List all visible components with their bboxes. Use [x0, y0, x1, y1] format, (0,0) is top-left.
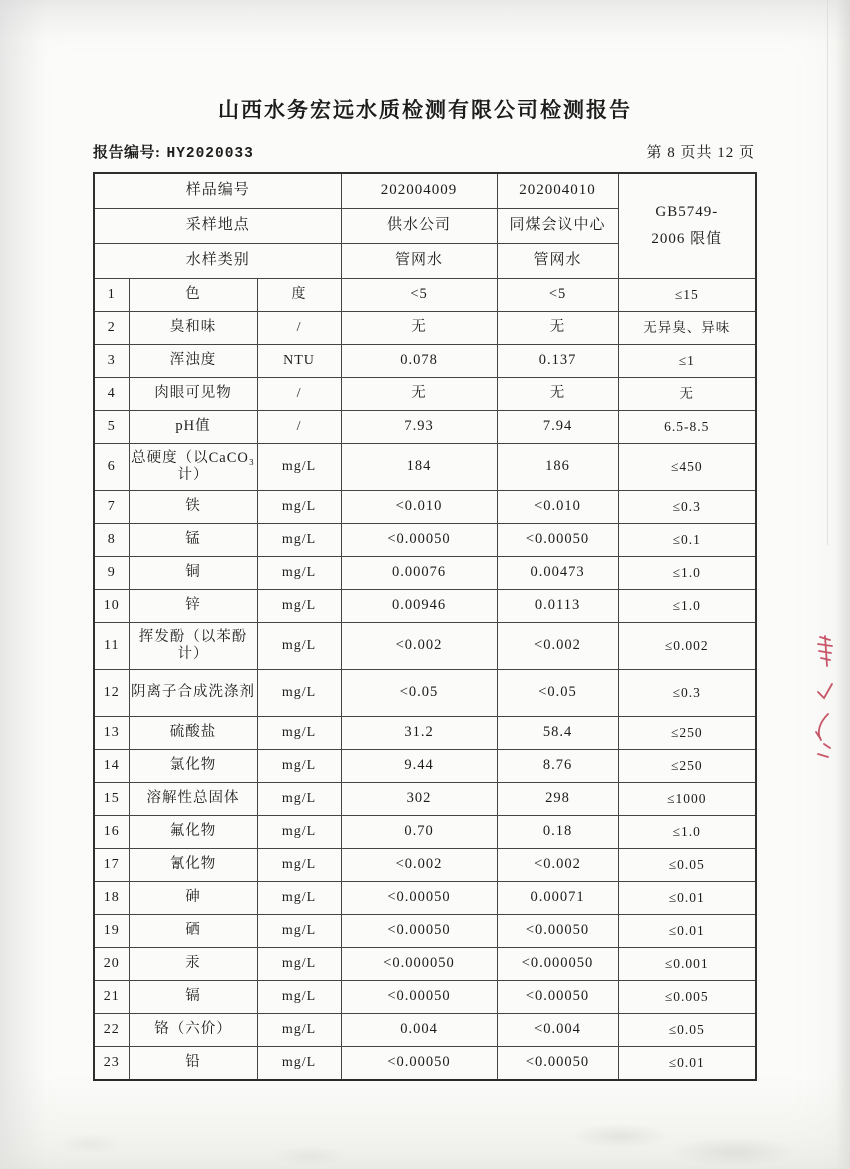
table-row	[94, 882, 756, 915]
sample2-value: <0.002	[497, 849, 618, 882]
scan-top-edge	[0, 0, 850, 42]
parameter-unit: mg/L	[257, 444, 341, 491]
table-row	[94, 312, 756, 345]
table-row	[94, 915, 756, 948]
page-fold-line	[827, 0, 828, 545]
parameter-unit: mg/L	[257, 717, 341, 750]
row-index: 13	[94, 717, 129, 750]
table-row	[94, 623, 756, 670]
header-row-sample-no	[94, 173, 756, 209]
sample1-value: 无	[341, 312, 497, 345]
report-meta	[93, 141, 755, 162]
sample2-value: 8.76	[497, 750, 618, 783]
table-row	[94, 378, 756, 411]
limit-value: ≤1	[618, 345, 756, 378]
row-index: 12	[94, 670, 129, 717]
sample2-value: 298	[497, 783, 618, 816]
scan-right-edge	[836, 0, 850, 1169]
table-row	[94, 491, 756, 524]
parameter-name: 肉眼可见物	[129, 378, 257, 411]
row-index: 18	[94, 882, 129, 915]
sample1-value: 无	[341, 378, 497, 411]
parameter-unit: /	[257, 312, 341, 345]
parameter-name: 汞	[129, 948, 257, 981]
row-index: 1	[94, 279, 129, 312]
sample2-value: <0.00050	[497, 1047, 618, 1081]
sample1-value: <0.002	[341, 849, 497, 882]
row-index: 21	[94, 981, 129, 1014]
sample2-value: <0.00050	[497, 524, 618, 557]
row-index: 22	[94, 1014, 129, 1047]
limit-value: ≤15	[618, 279, 756, 312]
parameter-unit: 度	[257, 279, 341, 312]
water-type-label: 水样类别	[94, 244, 341, 279]
sample1-value: 184	[341, 444, 497, 491]
limit-value: 无异臭、异味	[618, 312, 756, 345]
parameter-unit: mg/L	[257, 816, 341, 849]
limit-value: ≤1.0	[618, 816, 756, 849]
sample1-value: <0.00050	[341, 1047, 497, 1081]
parameter-name: pH值	[129, 411, 257, 444]
sample1-value: 9.44	[341, 750, 497, 783]
report-number	[93, 141, 254, 162]
limit-value: ≤0.01	[618, 882, 756, 915]
parameter-name: 砷	[129, 882, 257, 915]
parameter-unit: mg/L	[257, 981, 341, 1014]
sample1-value: <0.010	[341, 491, 497, 524]
table-row	[94, 345, 756, 378]
location-label: 采样地点	[94, 209, 341, 244]
parameter-unit: /	[257, 378, 341, 411]
parameter-unit: mg/L	[257, 1047, 341, 1081]
sample1-value: 0.00076	[341, 557, 497, 590]
sample1-value: 0.078	[341, 345, 497, 378]
sample2-value: <0.00050	[497, 981, 618, 1014]
table-row	[94, 557, 756, 590]
parameter-name: 阴离子合成洗涤剂	[129, 670, 257, 717]
parameter-name: 铜	[129, 557, 257, 590]
row-index: 20	[94, 948, 129, 981]
red-seal-fragment-icon	[810, 632, 836, 764]
sample-no-label: 样品编号	[94, 173, 341, 209]
limit-value: ≤0.001	[618, 948, 756, 981]
limit-value: ≤0.002	[618, 623, 756, 670]
sample2-value: <0.002	[497, 623, 618, 670]
row-index: 4	[94, 378, 129, 411]
sample2-value: 0.00473	[497, 557, 618, 590]
sample2-value: 无	[497, 378, 618, 411]
row-index: 9	[94, 557, 129, 590]
table-row	[94, 444, 756, 491]
parameter-name: 铅	[129, 1047, 257, 1081]
parameter-unit: mg/L	[257, 948, 341, 981]
parameter-name: 铬（六价）	[129, 1014, 257, 1047]
sample2-value: 0.00071	[497, 882, 618, 915]
row-index: 7	[94, 491, 129, 524]
row-index: 3	[94, 345, 129, 378]
table-row	[94, 783, 756, 816]
sample1-value: <0.000050	[341, 948, 497, 981]
limit-value: ≤250	[618, 717, 756, 750]
table-row	[94, 717, 756, 750]
row-index: 2	[94, 312, 129, 345]
parameter-name: 锰	[129, 524, 257, 557]
report-number-value: HY2020033	[166, 146, 254, 162]
sample2-value: 186	[497, 444, 618, 491]
sample1-value: 0.70	[341, 816, 497, 849]
parameter-unit: /	[257, 411, 341, 444]
limit-value: ≤1.0	[618, 590, 756, 623]
parameter-unit: mg/L	[257, 670, 341, 717]
sample1-value: <0.00050	[341, 882, 497, 915]
table-row	[94, 981, 756, 1014]
limit-value: ≤1.0	[618, 557, 756, 590]
sample2-value: <0.05	[497, 670, 618, 717]
parameter-unit: mg/L	[257, 1014, 341, 1047]
sample2-value: <5	[497, 279, 618, 312]
sample2-value: 58.4	[497, 717, 618, 750]
table-row	[94, 524, 756, 557]
limit-value: 无	[618, 378, 756, 411]
sample1-value: <0.00050	[341, 915, 497, 948]
scan-left-edge	[0, 0, 46, 1169]
parameter-unit: mg/L	[257, 783, 341, 816]
limit-value: ≤0.05	[618, 849, 756, 882]
sample2-value: 0.137	[497, 345, 618, 378]
water-type-2: 管网水	[497, 244, 618, 279]
row-index: 6	[94, 444, 129, 491]
water-quality-table	[93, 172, 757, 1081]
parameter-unit: mg/L	[257, 524, 341, 557]
standard-limit-line1: GB5749-	[655, 203, 719, 220]
sample-no-2: 202004010	[497, 173, 618, 209]
table-row	[94, 849, 756, 882]
row-index: 5	[94, 411, 129, 444]
limit-value: ≤0.01	[618, 1047, 756, 1081]
table-body	[94, 279, 756, 1081]
sample1-value: <0.05	[341, 670, 497, 717]
sample1-value: 0.004	[341, 1014, 497, 1047]
row-index: 19	[94, 915, 129, 948]
sample2-value: <0.004	[497, 1014, 618, 1047]
sample2-value: 0.0113	[497, 590, 618, 623]
parameter-unit: mg/L	[257, 882, 341, 915]
limit-value: ≤0.01	[618, 915, 756, 948]
parameter-name: 臭和味	[129, 312, 257, 345]
parameter-name: 总硬度（以CaCO₃计）	[129, 444, 257, 491]
scan-bottom-texture	[0, 1074, 850, 1169]
location-2: 同煤会议中心	[497, 209, 618, 244]
parameter-unit: mg/L	[257, 849, 341, 882]
sample1-value: 31.2	[341, 717, 497, 750]
page-indicator: 第 8 页共 12 页	[646, 145, 755, 161]
sample2-value: <0.00050	[497, 915, 618, 948]
sample2-value: <0.010	[497, 491, 618, 524]
table-row	[94, 411, 756, 444]
limit-value: 6.5-8.5	[618, 411, 756, 444]
parameter-name: 硫酸盐	[129, 717, 257, 750]
table-row	[94, 750, 756, 783]
parameter-unit: mg/L	[257, 557, 341, 590]
parameter-name: 色	[129, 279, 257, 312]
sample-no-1: 202004009	[341, 173, 497, 209]
sample2-value: 7.94	[497, 411, 618, 444]
limit-value: ≤0.05	[618, 1014, 756, 1047]
report-number-label: 报告编号:	[93, 145, 161, 161]
limit-value: ≤250	[618, 750, 756, 783]
sample1-value: <5	[341, 279, 497, 312]
parameter-name: 氰化物	[129, 849, 257, 882]
limit-value: ≤450	[618, 444, 756, 491]
parameter-name: 硒	[129, 915, 257, 948]
parameter-unit: NTU	[257, 345, 341, 378]
table-row	[94, 670, 756, 717]
parameter-name: 锌	[129, 590, 257, 623]
sample1-value: <0.00050	[341, 981, 497, 1014]
limit-value: ≤0.3	[618, 670, 756, 717]
limit-value: ≤0.1	[618, 524, 756, 557]
row-index: 23	[94, 1047, 129, 1081]
parameter-name: 挥发酚（以苯酚计）	[129, 623, 257, 670]
limit-value: ≤1000	[618, 783, 756, 816]
location-1: 供水公司	[341, 209, 497, 244]
parameter-unit: mg/L	[257, 623, 341, 670]
sample1-value: 0.00946	[341, 590, 497, 623]
parameter-name: 溶解性总固体	[129, 783, 257, 816]
report-title: 山西水务宏远水质检测有限公司检测报告	[218, 98, 632, 122]
parameter-name: 浑浊度	[129, 345, 257, 378]
water-type-1: 管网水	[341, 244, 497, 279]
parameter-name: 氟化物	[129, 816, 257, 849]
parameter-name: 铁	[129, 491, 257, 524]
sample2-value: 无	[497, 312, 618, 345]
row-index: 16	[94, 816, 129, 849]
sample1-value: 302	[341, 783, 497, 816]
sample1-value: <0.002	[341, 623, 497, 670]
parameter-unit: mg/L	[257, 590, 341, 623]
parameter-unit: mg/L	[257, 491, 341, 524]
row-index: 14	[94, 750, 129, 783]
limit-value: ≤0.3	[618, 491, 756, 524]
sample2-value: 0.18	[497, 816, 618, 849]
table-row	[94, 1047, 756, 1081]
row-index: 10	[94, 590, 129, 623]
parameter-unit: mg/L	[257, 915, 341, 948]
row-index: 11	[94, 623, 129, 670]
table-row	[94, 1014, 756, 1047]
table-row	[94, 279, 756, 312]
standard-limit-line2: 2006 限值	[651, 230, 723, 247]
row-index: 15	[94, 783, 129, 816]
sample1-value: <0.00050	[341, 524, 497, 557]
row-index: 17	[94, 849, 129, 882]
parameter-unit: mg/L	[257, 750, 341, 783]
table-header	[94, 173, 756, 279]
standard-limit-header	[618, 173, 756, 279]
parameter-name: 镉	[129, 981, 257, 1014]
sample2-value: <0.000050	[497, 948, 618, 981]
sample1-value: 7.93	[341, 411, 497, 444]
table-row	[94, 816, 756, 849]
limit-value: ≤0.005	[618, 981, 756, 1014]
row-index: 8	[94, 524, 129, 557]
table-row	[94, 590, 756, 623]
table-row	[94, 948, 756, 981]
parameter-name: 氯化物	[129, 750, 257, 783]
